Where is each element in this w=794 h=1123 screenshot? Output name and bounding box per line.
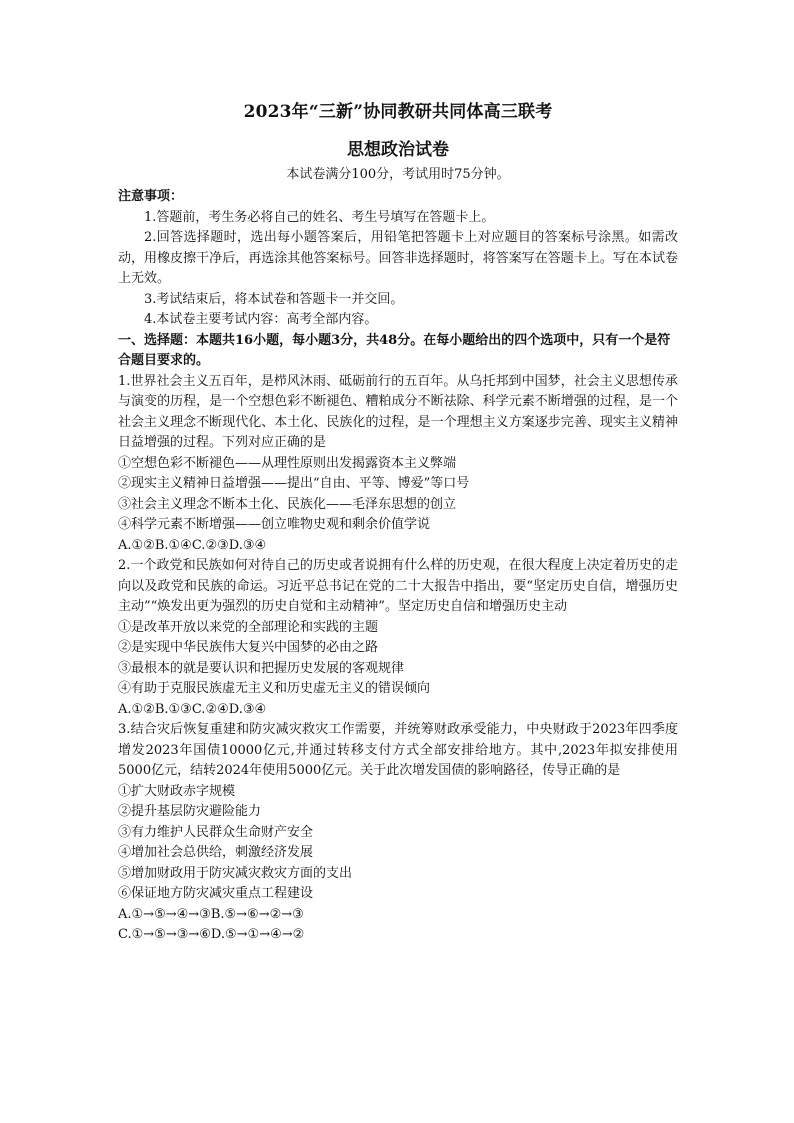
note-item: 2.回答选择题时，选出每小题答案后，用铅笔把答题卡上对应题目的答案标号涂黑。如需改动，用橡皮擦干净后，再选涂其他答案标号。回答非选择题时，将答案写在答题卡上。写在本试卷上无效。 <box>118 230 678 286</box>
exam-page <box>118 100 678 946</box>
question-item: ①扩大财政赤字规模 <box>118 783 236 799</box>
answer-choices: A.①②B.①③C.②④D.③④ <box>118 701 267 717</box>
question-item: ④科学元素不断增强——创立唯物史观和剩余价值学说 <box>118 517 431 532</box>
question-item: ①空想色彩不断褪色——从理性原则出发揭露资本主义弊端 <box>118 455 457 471</box>
question-item: ②是实现中华民族伟大复兴中国梦的必由之路 <box>118 640 379 655</box>
question-stem: 3.结合灾后恢复重建和防灾减灾救灾工作需要，并统筹财政承受能力，中央财政于2023年四季度增发2023年国债10000亿元,并通过转移支付方式全部安排给地方。其中,2023年拟安排使用5000亿元，结转2024年使用5000亿元。关于此次增发国债的影响路径，传导正确的是 <box>118 722 678 778</box>
note-item: 1.答题前，考生务必将自己的姓名、考生号填写在答题卡上。 <box>144 209 495 225</box>
question-item: ①是改革开放以来党的全部理论和实践的主题 <box>118 619 379 635</box>
notes-heading: 注意事项： <box>118 189 184 204</box>
answer-choices: A.①→⑤→④→③B.⑤→⑥→②→③ <box>118 906 304 922</box>
exam-subject: 思想政治试卷 <box>347 140 449 160</box>
note-item: 4.本试卷主要考试内容：高考全部内容。 <box>144 312 378 327</box>
question-stem: 2.一个政党和民族如何对待自己的历史或者说拥有什么样的历史观，在很大程度上决定着历史的走向以及政党和民族的命运。习近平总书记在党的二十大报告中指出，要“坚定历史自信，增强历史主动”“焕发出更为强烈的历史自觉和主动精神”。坚定历史自信和增强历史主动 <box>118 558 678 614</box>
question-item: ⑤增加财政用于防灾减灾救灾方面的支出 <box>118 865 353 881</box>
question-item: ②现实主义精神日益增强——提出“自由、平等、博爱”等口号 <box>118 476 470 491</box>
exam-meta: 本试卷满分100分，考试用时75分钟。 <box>286 167 510 182</box>
answer-choices: A.①②B.①④C.②③D.③④ <box>118 537 267 553</box>
note-item: 3.考试结束后，将本试卷和答题卡一并交回。 <box>144 291 404 307</box>
question-item: ②提升基层防灾避险能力 <box>118 804 262 819</box>
question-stem: 1.世界社会主义五百年，是栉风沐雨、砥砺前行的五百年。从乌托邦到中国梦，社会主义思想传承与演变的历程，是一个空想色彩不断褪色、糟粕成分不断祛除、科学元素不断增强的过程，是一个社会主义理念不断现代化、本土化、民族化的过程，是一个理想主义方案逐步完善、现实主义精神日益增强的过程。下列对应正确的是 <box>118 373 678 450</box>
question-item: ③社会主义理念不断本土化、民族化——毛泽东思想的创立 <box>118 496 457 512</box>
question-item: ③最根本的就是要认识和把握历史发展的客观规律 <box>118 660 405 676</box>
answer-choices: C.①→⑤→③→⑥D.⑤→①→④→② <box>118 927 305 942</box>
exam-title: 2023年“三新”协同教研共同体高三联考 <box>243 102 553 122</box>
question-item: ⑥保证地方防灾减灾重点工程建设 <box>118 886 314 901</box>
question-item: ④增加社会总供给，刺激经济发展 <box>118 845 314 860</box>
question-item: ④有助于克服民族虚无主义和历史虚无主义的错误倾向 <box>118 681 431 696</box>
question-item: ③有力维护人民群众生命财产安全 <box>118 824 314 840</box>
section-heading: 一、选择题：本题共16小题，每小题3分，共48分。在每小题给出的四个选项中，只有一个是符合题目要求的。 <box>118 332 671 368</box>
